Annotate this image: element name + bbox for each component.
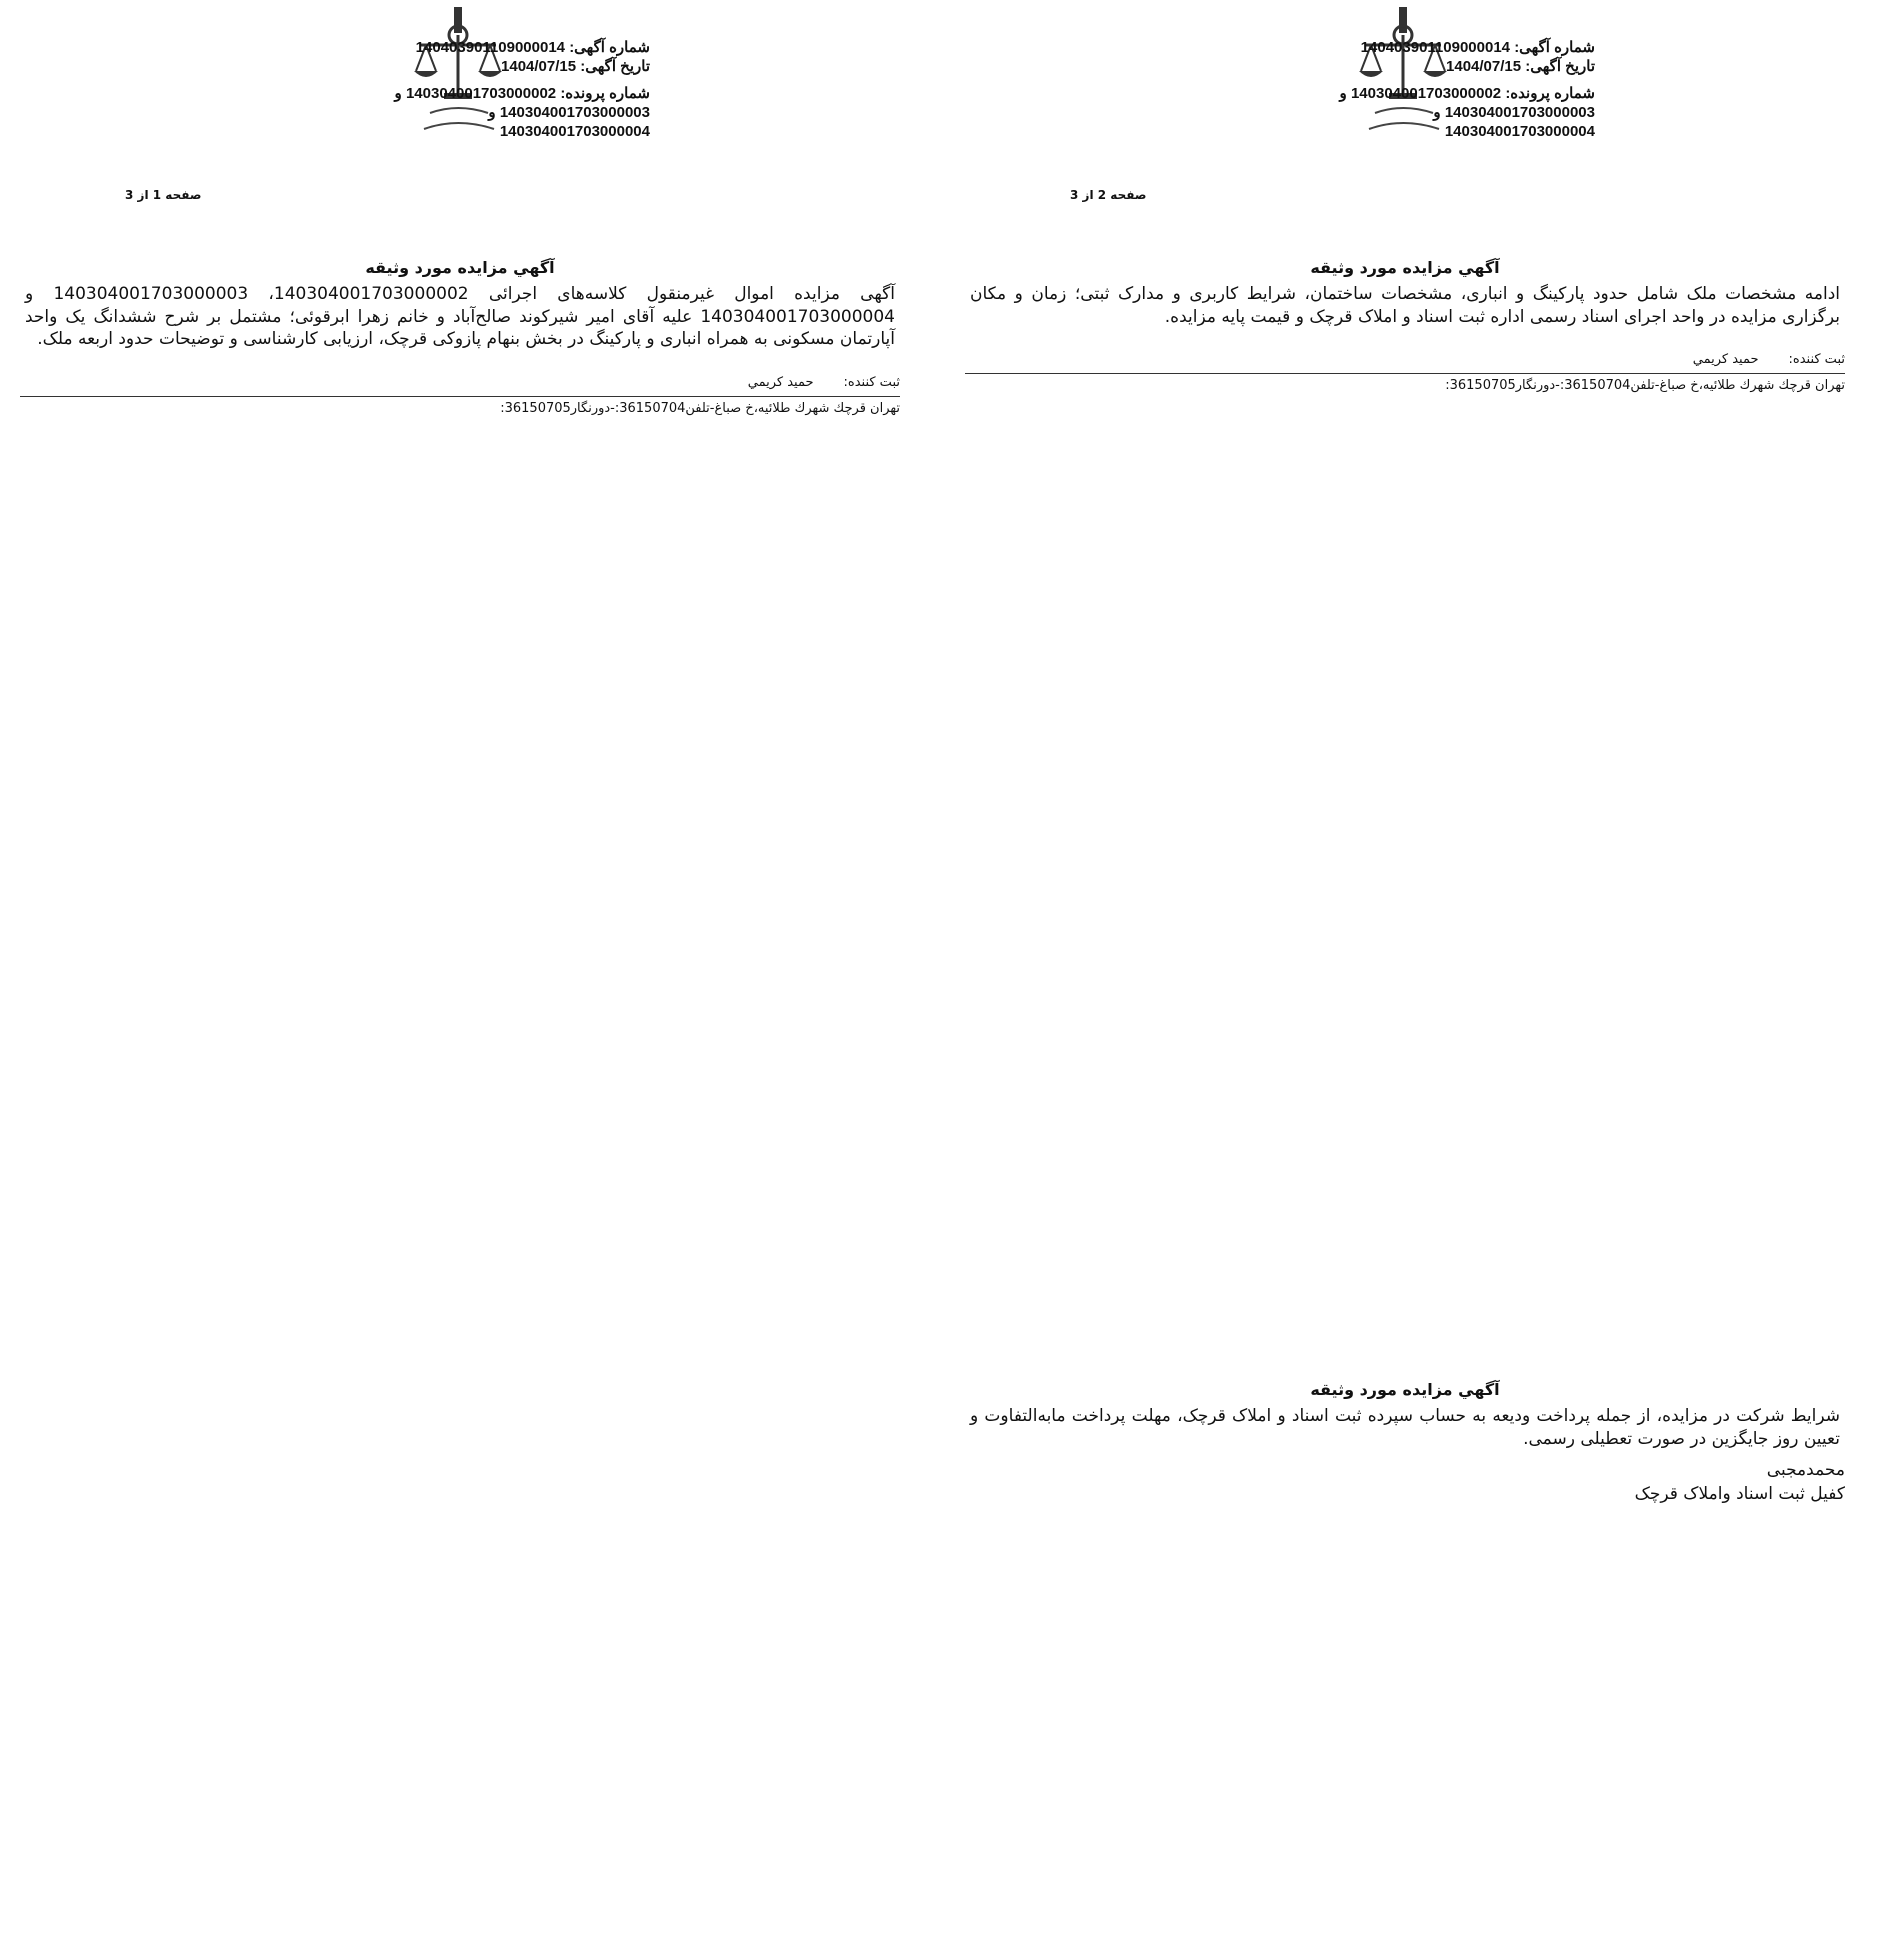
registrar-name: حمید کریمي	[747, 374, 814, 390]
file-no-1: 140304001703000002 و	[394, 85, 557, 102]
office-address: تهران قرچك شهرك طلائيه،خ صباغ-تلفن36150704:-دورنگار36150705:	[500, 400, 900, 416]
notice-no: 140403901109000014	[1360, 39, 1511, 56]
file-no-1: 140304001703000002 و	[1339, 85, 1502, 102]
file-no-2: 140304001703000003 و	[1433, 104, 1595, 121]
notice-body: آگهی مزایده اموال غیرمنقول کلاسه‌های اجرائی 140304001703000002، 140304001703000003 و 140304001703000004 علیه آقای امیر شیرکوند صالح‌آباد و خانم زهرا ابرقوئی؛ مشتمل بر شرح ششدانگ یک واحد آپارتمان مسکونی به همراه انباری و پارکینگ در بخش بنهام پازوکی قرچک، ارزیابی کارشناسی و توضیحات حدود اربعه ملک.	[25, 284, 895, 350]
notice-date: 1404/07/15	[1446, 58, 1522, 75]
registrar-label: ثبت کننده:	[1788, 352, 1845, 368]
notice-page-2	[965, 0, 1845, 393]
file-no-2: 140304001703000003 و	[488, 104, 650, 121]
notice-meta	[1340, 38, 1595, 141]
notice-no-label: شماره آگهی:	[1514, 39, 1595, 56]
page-number: صفحه 2 از 3	[1070, 188, 1147, 202]
signer-title: کفیل ثبت اسناد واملاک قرچک	[1634, 1484, 1845, 1505]
registrar-name: حمید کریمي	[1692, 352, 1759, 368]
notice-footer	[965, 352, 1845, 393]
office-address: تهران قرچك شهرك طلائيه،خ صباغ-تلفن36150704:-دورنگار36150705:	[1445, 378, 1845, 394]
file-no-label: شماره پرونده:	[560, 85, 650, 102]
notice-no: 140403901109000014	[415, 39, 566, 56]
notice-title: آگهي مزايده مورد وثيقه	[1310, 1380, 1500, 1399]
notice-body: ادامه مشخصات ملک شامل حدود پارکینگ و انباری، مشخصات ساختمان، شرایط کاربری و مدارک ثبتی؛ زمان و مکان برگزاری مزایده در واحد اجرای اسناد رسمی اداره ثبت اسناد و املاک قرچک و قیمت پایه مزایده.	[970, 284, 1840, 327]
notice-date-label: تاریخ آگهی:	[1525, 58, 1595, 75]
notice-page-1	[20, 0, 900, 416]
registrar-label: ثبت کننده:	[843, 374, 900, 390]
notice-title: آگهي مزايده مورد وثيقه	[365, 258, 555, 277]
notice-footer	[20, 375, 900, 416]
footer-divider	[20, 396, 900, 397]
page-header	[965, 0, 1845, 200]
notice-body: شرایط شرکت در مزایده، از جمله پرداخت ودیعه به حساب سپرده ثبت اسناد و املاک قرچک، مهلت پرداخت مابه‌التفاوت و تعیین روز جایگزین در صورت تعطیلی رسمی.	[970, 1406, 1840, 1449]
notice-meta	[395, 38, 650, 141]
file-no-3: 140304001703000004	[1444, 123, 1595, 140]
signer-name: محمدمجبی	[1766, 1460, 1845, 1481]
footer-divider	[965, 373, 1845, 374]
notice-date: 1404/07/15	[501, 58, 577, 75]
signature-block	[965, 1458, 1845, 1506]
notice-no-label: شماره آگهی:	[569, 39, 650, 56]
page-header	[20, 0, 900, 200]
file-no-3: 140304001703000004	[499, 123, 650, 140]
notice-date-label: تاریخ آگهی:	[580, 58, 650, 75]
notice-title: آگهي مزايده مورد وثيقه	[1310, 258, 1500, 277]
notice-page-3	[965, 1340, 1845, 1506]
file-no-label: شماره پرونده:	[1505, 85, 1595, 102]
page-number: صفحه 1 از 3	[125, 188, 202, 202]
